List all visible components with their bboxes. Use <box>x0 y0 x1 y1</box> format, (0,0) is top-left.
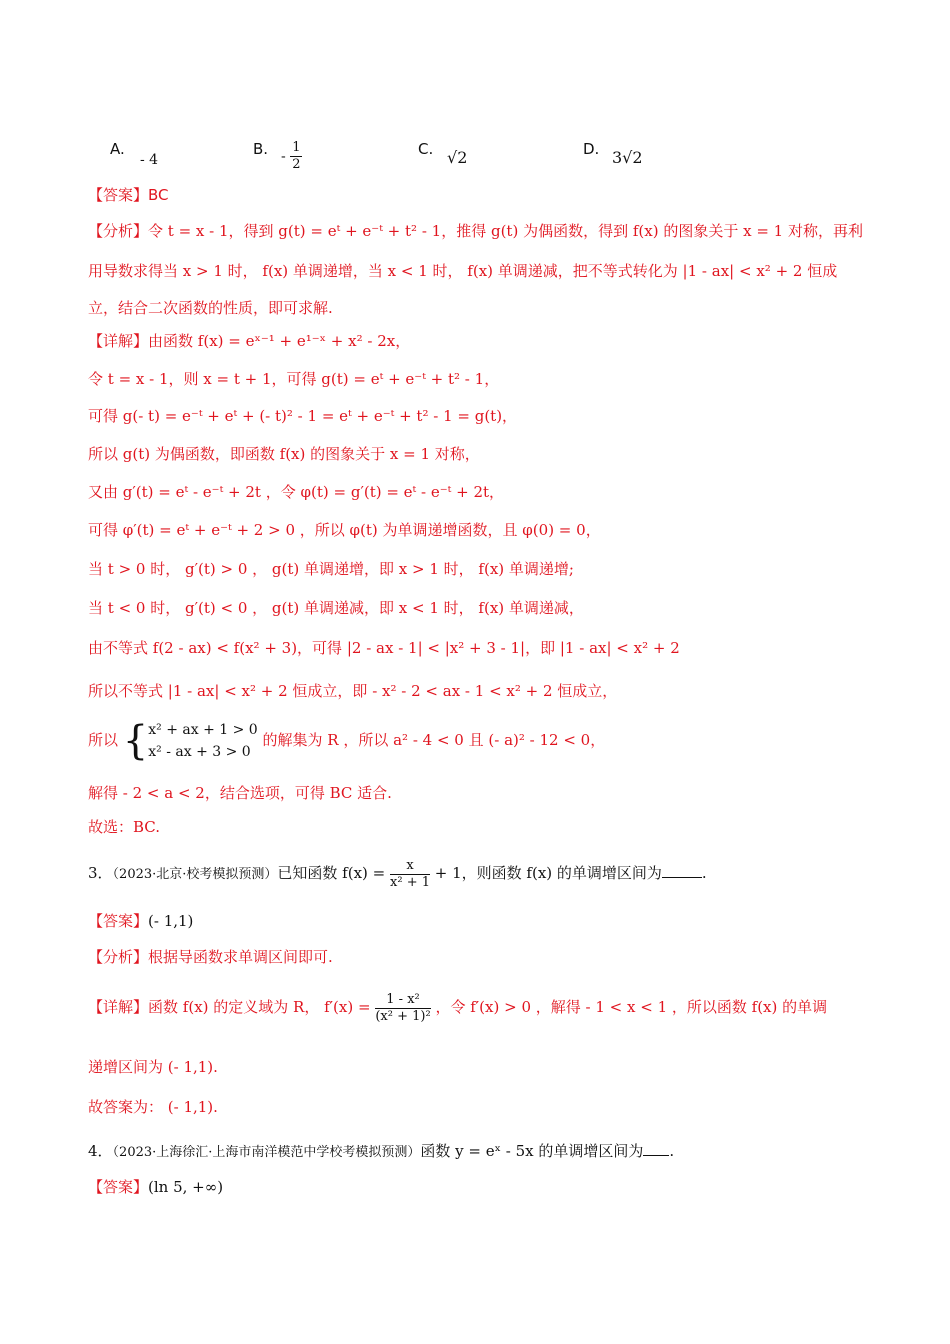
q4-stem-end: . <box>669 1142 675 1160</box>
option-a-label: A. <box>110 140 125 158</box>
q2-analysis-line-1 <box>88 220 863 242</box>
q3-stem-end: . <box>701 864 707 882</box>
answer-tag: 【答案】 <box>88 1178 149 1196</box>
q3-stem-post: + 1，则函数 f(x) 的单调增区间为 <box>434 864 662 882</box>
option-b-value <box>281 140 302 173</box>
system-row-1: x² + ax + 1 > 0 <box>148 722 258 738</box>
inequality-system <box>148 719 257 763</box>
q4-source: （2023·上海徐汇·上海市南洋模范中学校考模拟预测） <box>112 1145 421 1160</box>
q4-stem <box>88 1140 674 1164</box>
q3-stem <box>88 856 707 892</box>
q4-answer: (ln 5, +∞) <box>148 1178 224 1196</box>
q2-detail-line-3: 可得 g(- t) = e⁻ᵗ + eᵗ + (- t)² - 1 = eᵗ + e⁻ᵗ + t² - 1 = g(t)， <box>88 407 518 425</box>
option-b-denominator: 2 <box>292 157 301 172</box>
q4-answer-blank <box>643 1141 669 1156</box>
q2-detail-11-pre: 所以 <box>88 731 119 749</box>
option-c-value: √2 <box>447 148 468 167</box>
q3-detail-1-post: ，令 f′(x) > 0 ，解得 - 1 < x < 1 ，所以函数 f(x) 的单调 <box>435 998 828 1016</box>
q4-stem-text: 函数 y = eˣ - 5x 的单调增区间为 <box>420 1142 644 1160</box>
q2-detail-line-5: 又由 g′(t) = eᵗ - e⁻ᵗ + 2t ，令 φ(t) = g′(t) = eᵗ - e⁻ᵗ + 2t， <box>88 483 505 501</box>
q3-analysis: 根据导函数求单调区间即可. <box>148 948 333 966</box>
q2-detail-line-8: 当 t < 0 时， g′(t) < 0 ， g(t) 单调递减，即 x < 1 时， f(x) 单调递减， <box>88 599 584 617</box>
q3-answer-blank <box>662 863 702 878</box>
q2-detail-line-6: 可得 φ′(t) = eᵗ + e⁻ᵗ + 2 > 0 ，所以 φ(t) 为单调递增函数，且 φ(0) = 0， <box>88 521 601 539</box>
option-b-label: B. <box>253 140 269 158</box>
detail-tag: 【详解】 <box>88 332 149 350</box>
q3-stem-pre: 已知函数 f(x) = <box>277 864 386 882</box>
q3-detail-line-1 <box>88 990 827 1025</box>
q2-analysis-line-3: 立，结合二次函数的性质，即可求解. <box>88 299 333 317</box>
detail-tag: 【详解】 <box>88 998 149 1016</box>
q2-answer: BC <box>148 186 169 204</box>
q2-detail-11-post: 的解集为 R ，所以 a² - 4 < 0 且 (- a)² - 12 < 0， <box>262 731 606 749</box>
q3-analysis-line <box>88 946 333 968</box>
q2-detail-line-4: 所以 g(t) 为偶函数，即函数 f(x) 的图象关于 x = 1 对称， <box>88 445 480 463</box>
q3-frac-num: x <box>390 858 430 875</box>
q3-frac-den: x² + 1 <box>390 874 430 890</box>
system-row-2: x² - ax + 3 > 0 <box>148 744 251 760</box>
q4-answer-line <box>88 1176 223 1198</box>
option-d-value: 3√2 <box>612 148 643 167</box>
q3-source: （2023·北京·校考模拟预测） <box>112 867 278 882</box>
q3-answer: (- 1,1) <box>148 912 194 930</box>
q2-detail-line-1 <box>88 330 410 352</box>
q4-number: 4． <box>88 1142 113 1160</box>
q2-analysis-line-2: 用导数求得当 x > 1 时， f(x) 单调递增，当 x < 1 时， f(x) 单调递减，把不等式转化为 |1 - ax| < x² + 2 恒成 <box>88 262 838 280</box>
q2-detail-line-10: 所以不等式 |1 - ax| < x² + 2 恒成立，即 - x² - 2 < ax - 1 < x² + 2 恒成立， <box>88 682 618 700</box>
q3-detail-line-2: 递增区间为 (- 1,1). <box>88 1058 218 1076</box>
option-b-sign: - <box>281 148 286 165</box>
q2-analysis-text-1: 令 t = x - 1，得到 g(t) = eᵗ + e⁻ᵗ + t² - 1，推得 g(t) 为偶函数，得到 f(x) 的图象关于 x = 1 对称，再利 <box>148 222 863 240</box>
answer-tag: 【答案】 <box>88 912 149 930</box>
option-a-value: - 4 <box>140 152 159 168</box>
q2-detail-line-12: 解得 - 2 < a < 2，结合选项，可得 BC 适合. <box>88 784 392 802</box>
analysis-tag: 【分析】 <box>88 222 149 240</box>
q3-detail-line-3: 故答案为： (- 1,1). <box>88 1098 218 1116</box>
q2-detail-line-7: 当 t > 0 时， g′(t) > 0 ， g(t) 单调递增，即 x > 1 时， f(x) 单调递增; <box>88 560 574 578</box>
q2-detail-text-1: 由函数 f(x) = eˣ⁻¹ + e¹⁻ˣ + x² - 2x， <box>148 332 411 350</box>
q3-number: 3． <box>88 864 113 882</box>
q3-deriv-num: 1 - x² <box>375 992 430 1009</box>
option-d-label: D. <box>583 140 600 158</box>
q2-detail-line-2: 令 t = x - 1，则 x = t + 1，可得 g(t) = eᵗ + e⁻ᵗ + t² - 1， <box>88 370 500 388</box>
q3-detail-1-pre: 函数 f(x) 的定义域为 R， f′(x) = <box>148 998 371 1016</box>
q2-detail-line-9: 由不等式 f(2 - ax) < f(x² + 3)，可得 |2 - ax - 1| < |x² + 3 - 1|，即 |1 - ax| < x² + 2 <box>88 639 680 657</box>
system-brace: { <box>122 718 149 764</box>
q2-detail-line-13: 故选：BC. <box>88 818 161 836</box>
q3-answer-line <box>88 910 193 932</box>
answer-tag: 【答案】 <box>88 186 149 204</box>
analysis-tag: 【分析】 <box>88 948 149 966</box>
option-c-label: C. <box>418 140 434 158</box>
q2-detail-line-11 <box>88 718 605 763</box>
q2-answer-line <box>88 184 169 206</box>
q3-deriv-den: (x² + 1)² <box>375 1008 431 1024</box>
option-b-numerator: 1 <box>292 140 301 155</box>
